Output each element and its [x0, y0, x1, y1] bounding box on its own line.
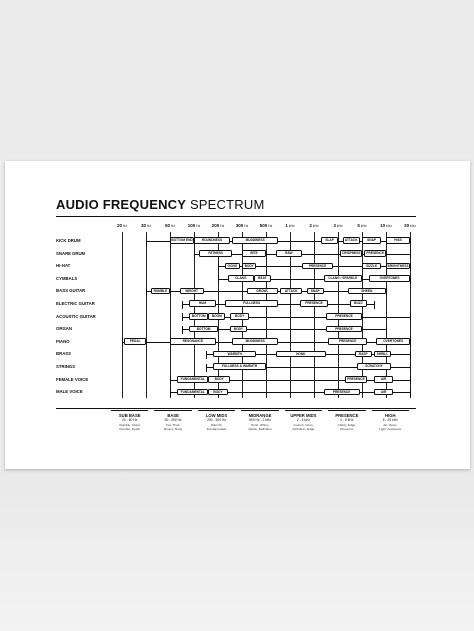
band-name: BASE [167, 413, 179, 418]
range-end-cap [410, 364, 411, 372]
range-label: PRESENCE [326, 326, 362, 333]
range-label: MUDDINESS [232, 237, 278, 244]
band-description: Attack, Definition [248, 427, 272, 431]
band-name: LOW MIDS [205, 413, 228, 418]
range-label: FULLNESS [225, 300, 278, 307]
range-label: GONG [225, 263, 239, 270]
range-label: BOTTOM END [171, 238, 193, 243]
range-label: SLAP [321, 237, 338, 244]
instrument-name: ORGAN [56, 326, 72, 332]
instrument-name: ACOUSTIC GUITAR [56, 313, 96, 319]
range-label: PRESENCE [345, 376, 367, 383]
band-name: UPPER MIDS [290, 413, 317, 418]
range-label: SCRATCHY [357, 363, 391, 370]
range-label: ATTACK [343, 237, 360, 244]
frequency-label: 100 Hz [187, 223, 201, 228]
range-end-cap [194, 250, 195, 258]
range-end-cap [182, 313, 183, 321]
range-label: BOTTOM [189, 313, 208, 320]
band-description: Presence [340, 427, 354, 431]
range-label: PRESENCE [324, 389, 360, 396]
instrument-name: KICK DRUM [56, 238, 81, 243]
band-description: Clarity, Edge, [337, 423, 357, 427]
range-label: FUNDAMENTAL [177, 376, 208, 383]
range-label: WEIGHT [180, 288, 204, 295]
range-label: HISS [386, 237, 410, 244]
range-label: HUM [189, 300, 215, 307]
frequency-gridline [266, 232, 267, 398]
range-label: FUNDAMENTAL [177, 389, 208, 396]
instrument-name: MALE VOICE [56, 389, 83, 395]
range-label: GROWL [247, 288, 278, 295]
range-end-cap [374, 301, 375, 309]
range-end-cap [410, 250, 411, 258]
range-label: PRESENCE [326, 313, 362, 320]
range-label: BODY [230, 313, 249, 320]
frequency-gridline [386, 232, 387, 398]
range-end-cap [170, 389, 171, 397]
range-end-cap [182, 301, 183, 309]
range-end-cap [146, 288, 147, 296]
band-range: 500 Hz - 2 kHz [249, 418, 271, 422]
band-name: MIDRANGE [248, 413, 272, 418]
frequency-label: 2 kHz [309, 223, 319, 228]
range-label: PRESENCE [364, 250, 386, 257]
range-label: BEAT [254, 275, 271, 282]
range-label: BOOM [208, 313, 225, 320]
band-bar [328, 410, 365, 411]
range-end-cap [206, 351, 207, 359]
frequency-label: 50 Hz [164, 223, 176, 228]
frequency-gridline [122, 232, 123, 398]
frequency-label: 30 Hz [140, 223, 152, 228]
range-label: BODY [208, 376, 230, 383]
band-bar [111, 410, 148, 411]
range-label: CRISPNESS [341, 251, 361, 255]
range-end-cap [206, 364, 207, 372]
frequency-gridline [170, 232, 171, 398]
frequency-label: 5 kHz [357, 223, 367, 228]
range-end-cap [410, 376, 411, 384]
band-description: Rumble, Chest [119, 423, 140, 427]
frequency-gridline [362, 232, 363, 398]
range-label: FATNESS [199, 250, 233, 257]
instrument-name: FEMALE VOICE [56, 376, 89, 382]
frequency-gridline [290, 232, 291, 398]
range-end-cap [182, 326, 183, 334]
band-name: HIGH [385, 413, 396, 418]
frequency-label: 200 Hz [211, 223, 225, 228]
range-label: AIR [374, 376, 393, 383]
band-description: Warmth, [210, 423, 223, 427]
band-bar [198, 410, 235, 411]
band-name: SUB BASE [118, 413, 141, 418]
poster-title [56, 197, 265, 212]
band-range: 4 - 6 kHz [340, 418, 354, 422]
range-label: HONK [276, 351, 326, 358]
band-range: 60 - 250 Hz [164, 418, 182, 422]
range-end-cap [146, 238, 147, 246]
range-end-cap [386, 326, 387, 334]
title-light: SPECTRUM [189, 197, 265, 212]
range-label: CLANG [228, 275, 254, 282]
range-label: BRIGHTNESS [387, 263, 409, 268]
range-label: PRESENCE [328, 338, 366, 345]
range-label: PRESENCE [302, 263, 333, 270]
range-end-cap [218, 275, 219, 283]
frequency-gridline [314, 232, 315, 398]
band-description: Rumble, Depth [119, 427, 141, 431]
band-description: Fundamentals [206, 427, 227, 431]
range-label: FULLNESS & WARMTH [213, 363, 266, 370]
instrument-name: PIANO [56, 338, 70, 344]
band-description: Honk, Whiny, [250, 423, 270, 427]
band-bar [372, 410, 409, 411]
instrument-name: SNARE DRUM [56, 250, 86, 256]
title-bold: AUDIO FREQUENCY [56, 197, 187, 212]
frequency-label: 300 Hz [235, 223, 249, 228]
range-label: BODY [208, 389, 227, 396]
frequency-label: 1 kHz [285, 223, 295, 228]
range-label: SIZZLE [362, 263, 381, 270]
range-label: CLANG / SPARKLE [324, 275, 362, 282]
range-end-cap [410, 389, 411, 397]
instrument-name: ELECTRIC GUITAR [56, 301, 95, 306]
range-label: RESONANCE [170, 338, 216, 345]
band-bar [154, 410, 191, 411]
band-description: Air, Open, [383, 423, 398, 427]
band-description: Crunch, Crisp, [293, 423, 314, 427]
band-bar [285, 410, 322, 411]
title-rule [56, 216, 416, 217]
range-end-cap [410, 351, 411, 359]
instrument-name: HI-HAT [56, 263, 71, 269]
frequency-label: 500 Hz [259, 223, 273, 228]
band-rule [56, 408, 416, 409]
range-label: SHRILL [374, 351, 391, 358]
range-label: ROUNDNESS [194, 237, 230, 244]
frequency-label: 20 kHz [404, 223, 416, 228]
band-range: 2 - 4 kHz [296, 418, 311, 422]
band-bar [241, 410, 278, 411]
range-label: BOTTOM [189, 326, 218, 333]
band-description: Fat, Thud, [166, 423, 181, 427]
band-range: 20 - 60 Hz [122, 418, 138, 422]
frequency-gridline [146, 232, 147, 398]
frequency-label: 20 Hz [116, 223, 128, 228]
band-range: 250 - 500 Hz [207, 418, 226, 422]
range-label: SNAP [362, 237, 381, 244]
frequency-label: 10 kHz [380, 223, 392, 228]
range-label: AIR [374, 389, 393, 396]
band-range: 6 - 20 kHz [382, 418, 398, 422]
range-label: SNAP [307, 288, 324, 295]
range-label: RUMBLE [151, 288, 170, 295]
instrument-name: STRINGS [56, 364, 76, 369]
range-label: RASP [355, 351, 372, 358]
instrument-name: BRASS [56, 351, 72, 357]
range-label: BITE [242, 250, 266, 257]
range-label: ATTACK [280, 288, 302, 295]
range-label: BODY [230, 326, 247, 333]
instrument-name: BASS GUITAR [56, 288, 86, 294]
range-label: OVERTONES [369, 275, 410, 282]
band-description: Boomy, Body [164, 427, 183, 431]
range-label: MUDDINESS [232, 338, 278, 345]
range-label: OVERTONES [376, 338, 410, 345]
range-label: SHEEN [348, 288, 386, 295]
band-name: PRESENCE [335, 413, 359, 418]
instrument-name: CYMBALS [56, 275, 78, 281]
range-end-cap [170, 376, 171, 384]
range-label: PRESENCE [300, 300, 329, 307]
band-description: Light, Ambience [379, 427, 402, 431]
floor-shadow [0, 470, 474, 631]
range-label: RAW [276, 250, 302, 257]
range-label: WARMTH [213, 351, 256, 358]
range-label: PEDAL [124, 338, 146, 345]
range-label: BUZZ [350, 300, 367, 307]
frequency-label: 3 kHz [333, 223, 343, 228]
range-end-cap [410, 313, 411, 321]
range-end-cap [122, 338, 123, 346]
band-description: Definition, Edge [292, 427, 315, 431]
range-end-cap [218, 263, 219, 271]
range-label: BODY [242, 263, 256, 270]
